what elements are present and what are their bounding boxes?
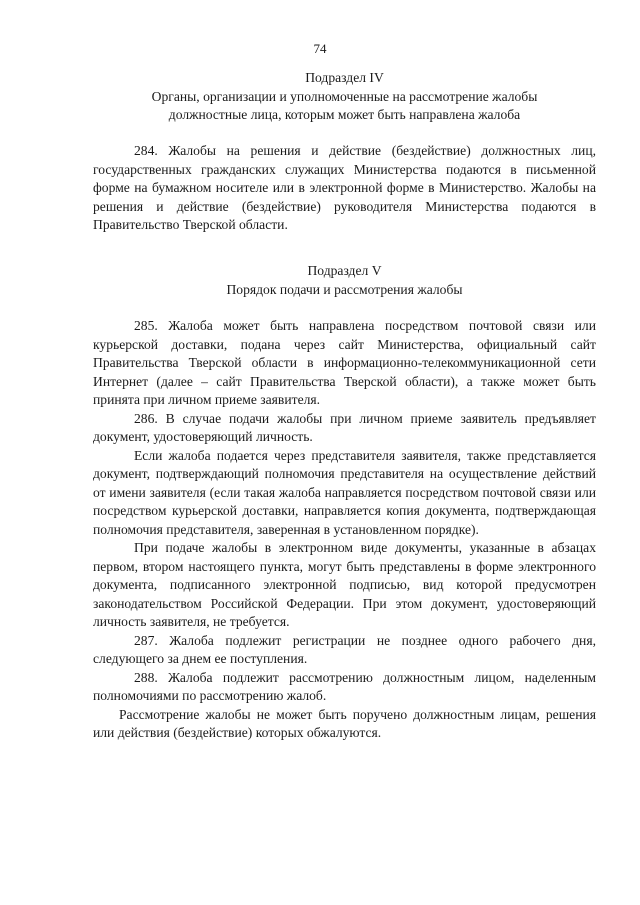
subsection-4-title-line-1: Органы, организации и уполномоченные на рассмотрение жалобы: [151, 88, 538, 104]
subsection-5-title: Порядок подачи и рассмотрения жалобы: [226, 281, 463, 297]
paragraph-284-block: [93, 142, 596, 235]
paragraph-285: 285. Жалоба может быть направлена посредством почтовой связи или курьерской доставки, подана через сайт Министерства, официальный сайт Правительства Тверской области в информационно-телекоммуникационной сети Интернет (далее – сайт Правительства Тверской области), а также может быть принята при личном приеме заявителя.: [93, 318, 596, 407]
paragraph-284: 284. Жалобы на решения и действие (бездействие) должностных лиц, государственных гражданских служащих Министерства подаются в письменной форме на бумажном носителе или в электронной форме в Министерство. Жалобы на решения и действие (бездействие) руководителя Министерства подаются в Правительство Тверской области.: [93, 143, 596, 232]
subsection-4-heading: Подраздел IV: [305, 70, 384, 85]
paragraph-286-representative: Если жалоба подается через представителя заявителя, также представляется документ, подтверждающий полномочия представителя на осуществление действий от имени заявителя (если такая жалоба направляется посредством почтовой связи или посредством курьерской доставки, направляется копия документа, подтверждающая полномочия представителя, заверенная в установленном порядке).: [93, 447, 596, 537]
subsection-4-header: [93, 69, 596, 125]
paragraph-288: 288. Жалоба подлежит рассмотрению должностным лицом, наделенным полномочиями по рассмотрению жалоб.: [93, 669, 596, 703]
page-number: 74: [313, 41, 327, 56]
subsection-4-title-line-2: должностные лица, которым может быть направлена жалоба: [168, 107, 521, 122]
paragraph-286: 286. В случае подачи жалобы при личном приеме заявитель предъявляет документ, удостоверяющий личность.: [93, 410, 596, 444]
paragraph-288-restriction: Рассмотрение жалобы не может быть поручено должностным лицам, решения или действия (бездействие) которых обжалуются.: [93, 706, 596, 740]
subsection-5-header: [93, 262, 596, 299]
subsection-5-heading: Подраздел V: [307, 263, 382, 278]
subsection-5-body: [93, 317, 596, 743]
paragraph-286-electronic: При подаче жалобы в электронном виде документы, указанные в абзацах первом, втором настоящего пункта, могут быть представлены в форме электронного документа, подписанного электронной подписью, вид которой предусмотрен законодательством Российской Федерации. При этом документ, удостоверяющий личность заявителя, не требуется.: [93, 540, 596, 629]
paragraph-287: 287. Жалоба подлежит регистрации не позднее одного рабочего дня, следующего за днем ее поступления.: [93, 632, 596, 666]
